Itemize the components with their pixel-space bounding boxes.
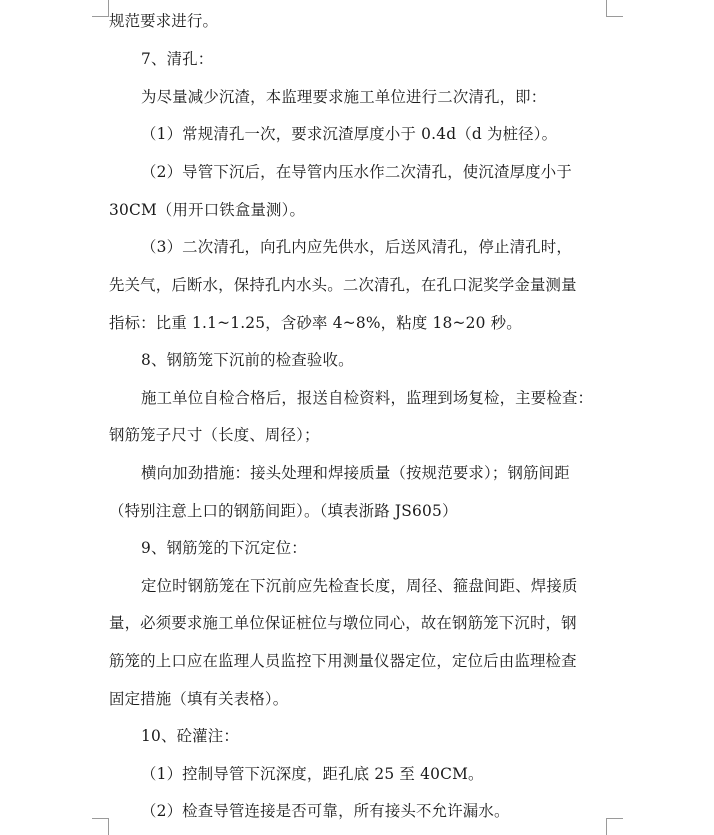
text-line: 规范要求进行。	[109, 12, 219, 30]
text-line: （特别注意上口的钢筋间距）。（填表浙路 JS605）	[109, 502, 458, 520]
text-line: 固定措施（填有关表格）。	[109, 690, 289, 708]
text-line: 横向加劲措施：接头处理和焊接质量（按规范要求）；钢筋间距	[141, 464, 570, 482]
text-line: （3）二次清孔，向孔内应先供水，后送风清孔，停止清孔时，	[141, 238, 572, 256]
text-line: 先关气，后断水，保持孔内水头。二次清孔，在孔口泥奖学金量测量	[109, 276, 577, 294]
section-heading: 10、砼灌注：	[141, 727, 239, 745]
text-line: 钢筋笼子尺寸（长度、周径）；	[109, 426, 320, 444]
text-line: 为尽量减少沉渣，本监理要求施工单位进行二次清孔，即：	[141, 88, 547, 106]
crop-mark-bottom-right	[606, 818, 623, 835]
text-line: 施工单位自检合格后，报送自检资料，监理到场复检，主要检查：	[141, 389, 594, 407]
text-line: 量，必须要求施工单位保证桩位与墩位同心，故在钢筋笼下沉时，钢	[109, 614, 577, 632]
section-heading: 8、钢筋笼下沉前的检查验收。	[141, 351, 354, 369]
text-line: （1）控制导管下沉深度，距孔底 25 至 40CM。	[141, 765, 484, 783]
text-line: （1）常规清孔一次，要求沉渣厚度小于 0.4d（d 为桩径）。	[141, 125, 558, 143]
text-line: （2）导管下沉后，在导管内压水作二次清孔，使沉渣厚度小于	[141, 163, 572, 181]
text-line: （2）检查导管连接是否可靠，所有接头不允许漏水。	[141, 802, 510, 820]
crop-mark-top-right	[606, 0, 623, 17]
text-line: 30CM（用开口铁盒量测）。	[109, 201, 306, 219]
text-line: 筋笼的上口应在监理人员监控下用测量仪器定位，定位后由监理检查	[109, 652, 577, 670]
crop-mark-top-left	[92, 0, 109, 17]
section-heading: 9、钢筋笼的下沉定位：	[141, 539, 307, 557]
text-line: 定位时钢筋笼在下沉前应先检查长度，周径、箍盘间距、焊接质	[141, 577, 578, 595]
crop-mark-bottom-left	[92, 818, 109, 835]
text-line: 指标：比重 1.1~1.25，含砂率 4~8%，粘度 18~20 秒。	[109, 314, 522, 332]
section-heading: 7、清孔：	[141, 50, 214, 68]
